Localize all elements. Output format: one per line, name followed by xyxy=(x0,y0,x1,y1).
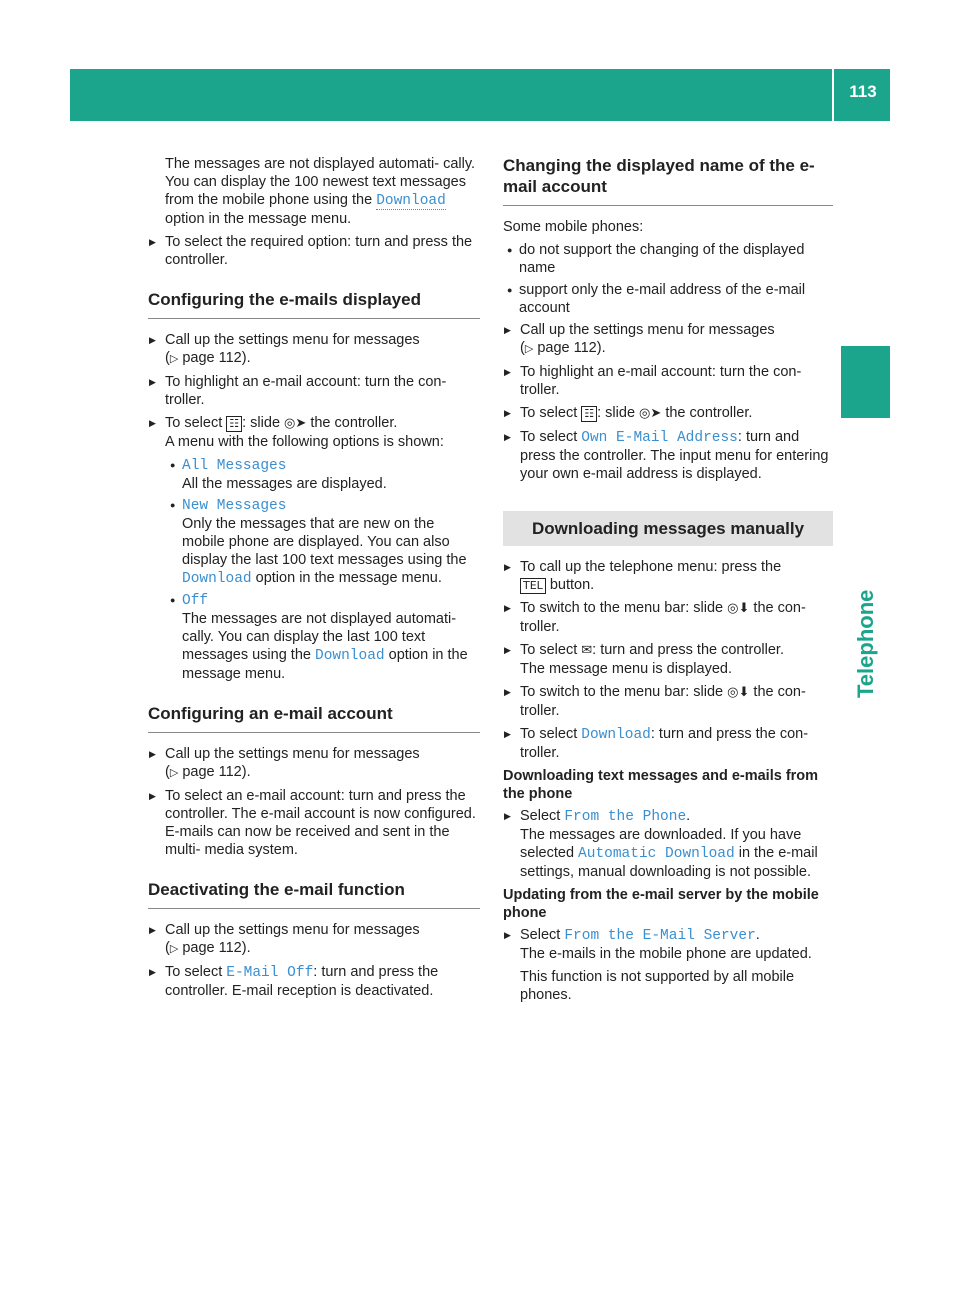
section-heading-account: Configuring an e-mail account xyxy=(148,703,480,733)
header-divider xyxy=(832,69,834,121)
from-the-phone-option[interactable]: From the Phone xyxy=(564,809,687,825)
step-item: ▶ To select E-Mail Off: turn and press the controller. E-mail reception is deactivated. xyxy=(148,963,480,1000)
step-item: ▶ To select the required option: turn and press the controller. xyxy=(148,233,480,269)
own-email-address-option[interactable]: Own E-Mail Address xyxy=(581,430,738,446)
subheading-phone: Downloading text messages and e-mails from the phone xyxy=(503,768,819,802)
section-heading-deactivate: Deactivating the e-mail function xyxy=(148,879,480,909)
tel-button-icon: TEL xyxy=(520,578,546,594)
section-heading-displayed: Configuring the e-mails displayed xyxy=(148,289,480,319)
left-column xyxy=(148,155,480,1005)
section-title: Messages xyxy=(651,9,757,34)
download-option-link[interactable]: Download xyxy=(182,571,252,587)
note-text: This function is not supported by all mobile phones. xyxy=(520,969,795,1003)
triangle-right-icon: ▷ xyxy=(169,943,179,955)
settings-icon: ☷ xyxy=(581,406,597,422)
step-item: ▶ To select an e-mail account: turn and press the controller. The e-mail account is now configured. E-mails can now be received and sent in the multi- media system. xyxy=(148,787,480,859)
step-item: ▶ To highlight an e-mail account: turn the con- troller. xyxy=(148,373,480,409)
page-number: 113 xyxy=(849,82,877,101)
intro-text: Some mobile phones: xyxy=(503,219,644,235)
step-item: ▶ Call up the settings menu for messages (▷ page 112). xyxy=(503,321,833,358)
step-item: ▶ To highlight an e-mail account: turn the con- troller. xyxy=(503,363,833,399)
step-item: ▶ To select Own E-Mail Address: turn and press the controller. The input menu for entering your own e-mail address is displayed. xyxy=(503,428,833,483)
triangle-right-icon: ▷ xyxy=(169,353,179,365)
download-option-link[interactable]: Download xyxy=(376,193,446,209)
step-item: ▶ Call up the settings menu for messages (▷ page 112). xyxy=(148,745,480,782)
option-description: All the messages are displayed. xyxy=(182,476,387,492)
automatic-download-option[interactable]: Automatic Download xyxy=(578,846,735,862)
triangle-right-icon: ▷ xyxy=(524,343,534,355)
step-item: ▶ Select From the E-Mail Server. The e-mails in the mobile phone are updated. xyxy=(503,926,833,963)
download-option-link[interactable]: Download xyxy=(581,727,651,743)
section-heading-download: Downloading messages manually xyxy=(503,511,833,546)
intro-paragraph: The messages are not displayed automati- cally. You can display the 100 newest text messages from the mobile phone using the Download option in the message menu. xyxy=(165,156,476,227)
step-item: ▶ To select ☷ : slide ◎➤ the controller. A menu with the following options is shown: xyxy=(148,414,480,451)
option-off[interactable]: Off xyxy=(182,593,209,609)
option-item xyxy=(148,496,480,515)
option-all-messages[interactable]: All Messages xyxy=(182,458,287,474)
option-description: Only the messages that are new on the mobile phone are displayed. You can also display the last 100 text messages using the Download option in the message menu. xyxy=(182,516,467,587)
triangle-right-icon: ▷ xyxy=(169,767,179,779)
bullet-item: ● do not support the changing of the displayed name xyxy=(503,241,833,277)
step-item: ▶ Call up the settings menu for messages (▷ page 112). xyxy=(148,921,480,958)
option-new-messages[interactable]: New Messages xyxy=(182,498,287,514)
step-item: ▶ To call up the telephone menu: press the TEL button. xyxy=(503,558,833,594)
step-item: ▶ To switch to the menu bar: slide ◎⬇ the con- troller. xyxy=(503,683,833,720)
settings-icon: ☷ xyxy=(226,416,242,432)
controller-slide-right-icon: ◎➤ xyxy=(284,416,307,431)
from-email-server-option[interactable]: From the E-Mail Server xyxy=(564,928,756,944)
step-item: ▶ Select From the Phone. The messages are downloaded. If you have selected Automatic Download in the e-mail settings, manual downloading is not possible. xyxy=(503,807,833,881)
step-item: ▶ To select ✉: turn and press the controller. The message menu is displayed. xyxy=(503,641,833,678)
side-tab-label: Telephone xyxy=(853,589,878,698)
section-heading-name: Changing the displayed name of the e- mail account xyxy=(503,155,833,206)
header-bar xyxy=(70,69,890,121)
download-option-link[interactable]: Download xyxy=(315,648,385,664)
email-off-option[interactable]: E-Mail Off xyxy=(226,965,314,981)
option-item xyxy=(148,591,480,610)
option-item xyxy=(148,456,480,475)
step-item: ▶ Call up the settings menu for messages (▷ page 112). xyxy=(148,331,480,368)
step-item: ▶ To select Download: turn and press the con- troller. xyxy=(503,725,833,762)
step-item: ▶ To select ☷ : slide ◎➤ the controller. xyxy=(503,404,833,423)
controller-slide-down-icon: ◎⬇ xyxy=(727,601,750,616)
bullet-item: ● support only the e-mail address of the e-mail account xyxy=(503,281,833,317)
controller-slide-down-icon: ◎⬇ xyxy=(727,685,750,700)
step-item: ▶ To switch to the menu bar: slide ◎⬇ the con- troller. xyxy=(503,599,833,636)
controller-slide-right-icon: ◎➤ xyxy=(639,406,662,421)
envelope-icon: ✉ xyxy=(581,643,593,658)
option-description: The messages are not displayed automati- cally. You can display the last 100 text messages using the Download option in the message menu. xyxy=(182,611,468,682)
subheading-server: Updating from the e-mail server by the mobile phone xyxy=(503,887,819,921)
side-tab-marker xyxy=(841,346,890,418)
right-column xyxy=(503,155,833,1009)
